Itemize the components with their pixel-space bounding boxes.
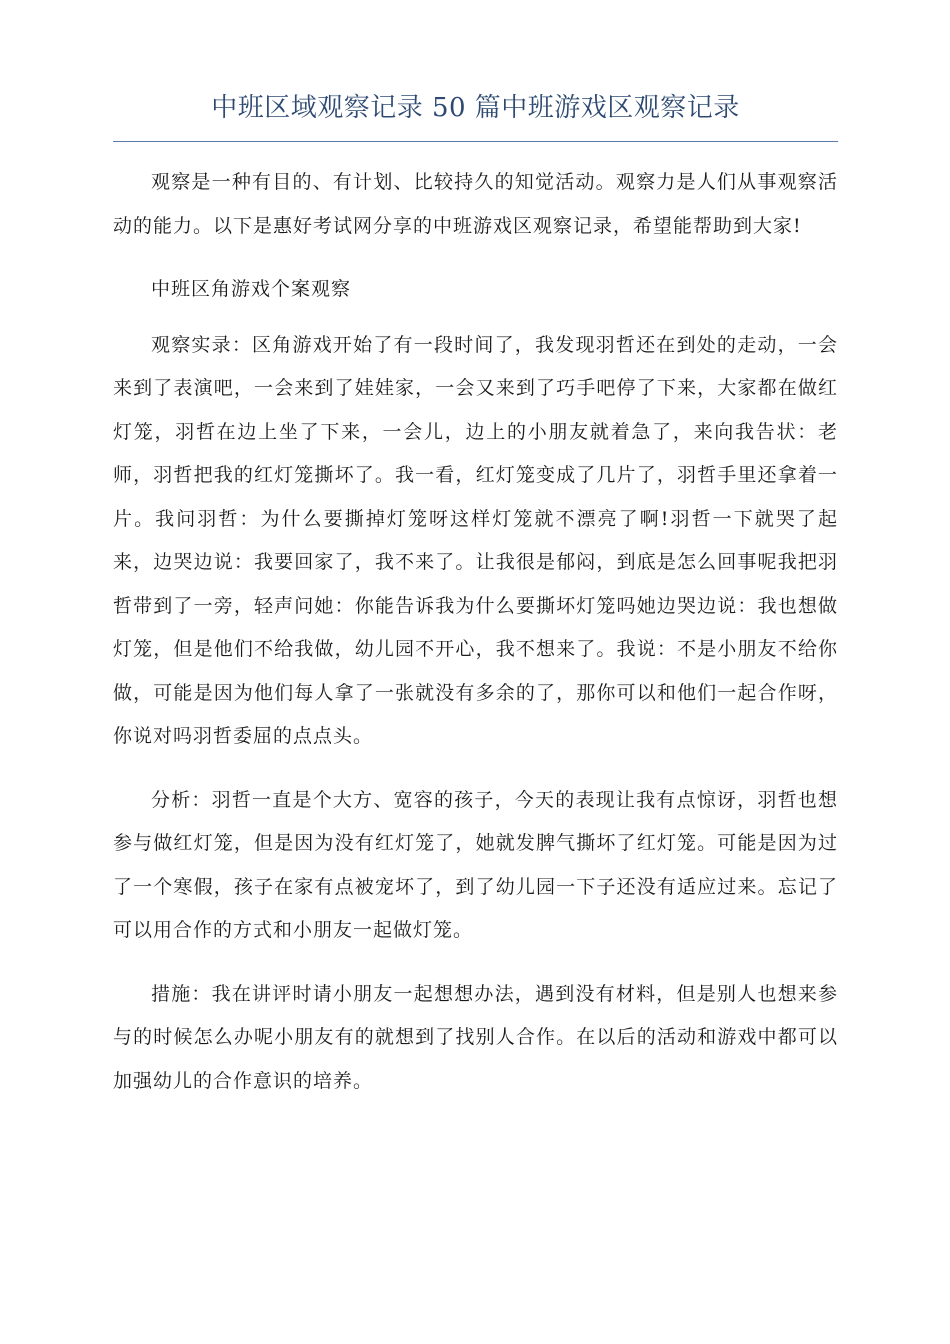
measures-paragraph: 措施：我在讲评时请小朋友一起想想办法，遇到没有材料，但是别人也想来参与的时候怎么办呢小朋友有的就想到了找别人合作。在以后的活动和游戏中都可以加强幼儿的合作意识的培养。 (113, 982, 838, 1092)
title-divider (113, 141, 838, 142)
intro-paragraph: 观察是一种有目的、有计划、比较持久的知觉活动。观察力是人们从事观察活动的能力。以下是惠好考试网分享的中班游戏区观察记录，希望能帮助到大家! (113, 171, 838, 237)
document-title: 中班区域观察记录 50 篇中班游戏区观察记录 (211, 93, 740, 123)
document-body (113, 161, 838, 1123)
section-heading: 中班区角游戏个案观察 (151, 278, 352, 300)
observation-record-paragraph: 观察实录：区角游戏开始了有一段时间了，我发现羽哲还在到处的走动，一会来到了表演吧，一会来到了娃娃家，一会又来到了巧手吧停了下来，大家都在做红灯笼，羽哲在边上坐了下来，一会儿，边上的小朋友就着急了，来向我告状：老师，羽哲把我的红灯笼撕坏了。我一看，红灯笼变成了几片了，羽哲手里还拿着一片。我问羽哲：为什么要撕掉灯笼呀这样灯笼就不漂亮了啊!羽哲一下就哭了起来，边哭边说：我要回家了，我不来了。让我很是郁闷，到底是怎么回事呢我把羽哲带到了一旁，轻声问她：你能告诉我为什么要撕坏灯笼吗她边哭边说：我也想做灯笼，但是他们不给我做，幼儿园不开心，我不想来了。我说：不是小朋友不给你做，可能是因为他们每人拿了一张就没有多余的了，那你可以和他们一起合作呀，你说对吗羽哲委屈的点点头。 (113, 333, 838, 747)
analysis-paragraph: 分析：羽哲一直是个大方、宽容的孩子，今天的表现让我有点惊讶，羽哲也想参与做红灯笼，但是因为没有红灯笼了，她就发脾气撕坏了红灯笼。可能是因为过了一个寒假，孩子在家有点被宠坏了，到了幼儿园一下子还没有适应过来。忘记了可以用合作的方式和小朋友一起做灯笼。 (113, 788, 838, 941)
